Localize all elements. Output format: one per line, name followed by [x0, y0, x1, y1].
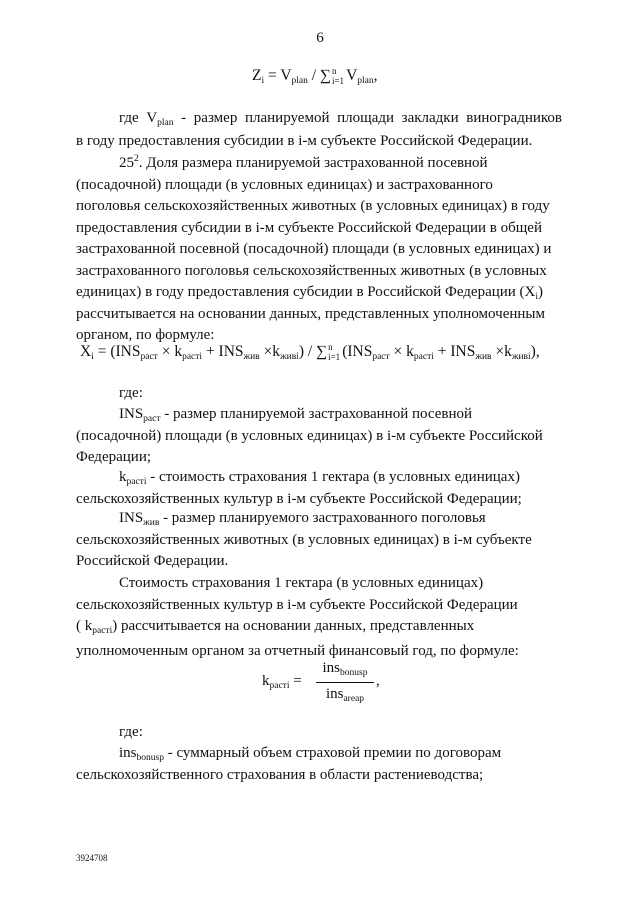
def-ins-rast: $INS_{раст}$ - размер планируемой застрахованной посевной (посадочной) площади (в условных единицах) в i-м субъекте Российской Федерации;: [76, 406, 543, 465]
formula-x: $X_i = (INS_{раст} \times k_{растi} + INS_{жив} \times k_{живi})$ / ∑ n i=1 $(INS_{раст} \times k_{растi} + INS_{жив} \times k_{живi})$,: [80, 342, 540, 363]
def-k-rast: $k_{растi}$ - стоимость страхования 1 гектара (в условных единицах) сельскохозяйственных культур в i-м субъекте Российской Федерации;: [76, 469, 522, 507]
fraction-denominator: ins$_{areap}$: [325, 686, 365, 704]
fraction: [316, 660, 374, 703]
clause-number: 25: [119, 155, 134, 171]
clause-25-2: $25^2$. Доля размера планируемой застрахованной посевной (посадочной) площади (в условных единицах) и застрахованного поголовья сельскохозяйственных животных (в условных единицах) в году предоставления субсидии в i-м субъекте Российской Федерации в общей застрахованной посевной (посадочной) площади (в условных единицах) и застрахованного поголовья сельскохозяйственных животных (в условных единицах) в году предоставления субсидии в Российской Федерации $(X_i)$ рассчитывается на основании данных, представленных уполномоченным органом, по формуле:: [76, 154, 552, 343]
where-label-1: где:: [119, 385, 143, 401]
where-label-2: где:: [119, 724, 143, 740]
def-ins-bonusp: ins$_{bonusp}$ - суммарный объем страховой премии по договорам сельскохозяйственного страхования в области растениеводства;: [76, 745, 502, 783]
cost-paragraph: Стоимость страхования 1 гектара (в условных единицах) сельскохозяйственных культур в i-м субъекте Российской Федерации ( $k_{растi}$) рассчитывается на основании данных, представленных уполномоченным органом за отчетный финансовый год, по формуле:: [76, 575, 519, 659]
document-code: 3924708: [76, 853, 108, 863]
vplan-definition-line2: в году предоставления субсидии в i-м субъекте Российской Федерации.: [76, 133, 533, 149]
fraction-numerator: ins$_{bonusp}$: [322, 660, 368, 678]
vplan-definition-line1: где $V_{plan}$ - размер планируемой площади закладки виноградников: [119, 110, 562, 128]
fraction-bar: [316, 682, 374, 683]
formula-z: $Z_i = V_{plan}$ / ∑ n i=1 $V_{plan}$,: [252, 66, 378, 87]
page-number: 6: [316, 30, 324, 46]
def-ins-zhiv: $INS_{жив}$ - размер планируемого застрахованного поголовья сельскохозяйственных животных (в условных единицах) в i-м субъекте Российской Федерации.: [76, 510, 532, 569]
